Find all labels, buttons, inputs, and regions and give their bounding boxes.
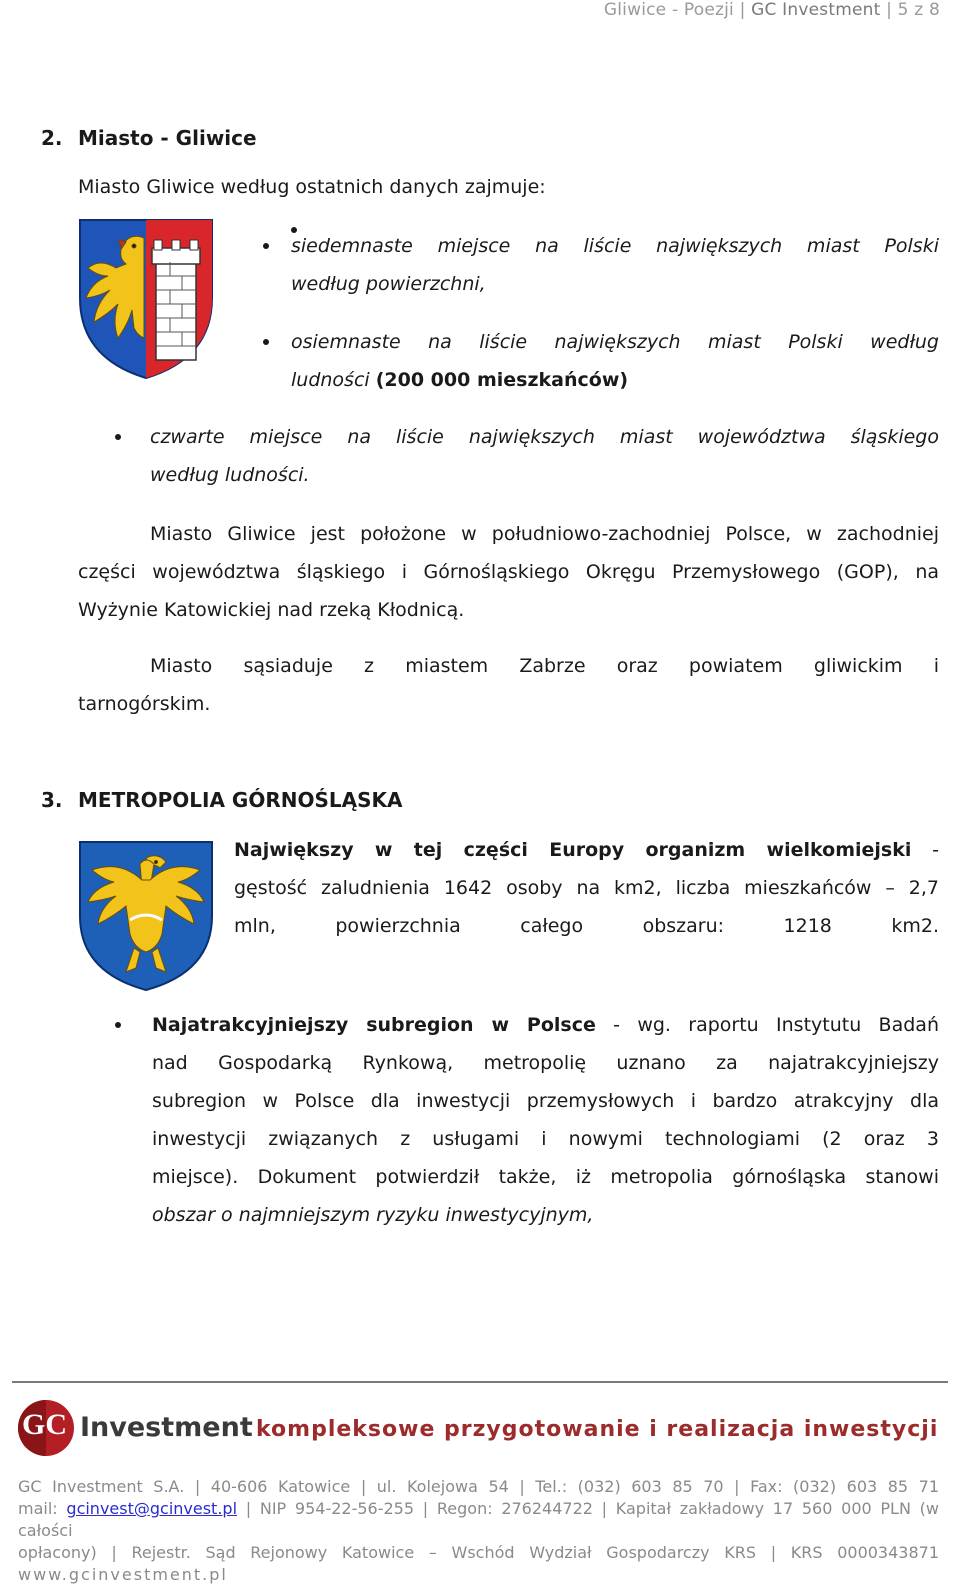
section-2-heading bbox=[41, 126, 257, 150]
header-page-number: 5 z 8 bbox=[897, 0, 940, 20]
list-item-line: siedemnaste miejsce na liście największych miast Polski bbox=[291, 235, 939, 257]
header-company: GC Investment bbox=[751, 0, 881, 20]
paragraph-line: Miasto Gliwice jest położone w południowo-zachodniej Polsce, w zachodniej bbox=[150, 523, 939, 545]
footer-email-link[interactable]: gcinvest@gcinvest.pl bbox=[66, 1499, 238, 1518]
paragraph-line: tarnogórskim. bbox=[78, 693, 211, 715]
list-item-line: - wg. raportu Instytutu Badań bbox=[613, 1014, 939, 1036]
footer-website[interactable]: www.gcinvestment.pl bbox=[18, 1565, 228, 1584]
logo-word: Investment bbox=[80, 1412, 253, 1443]
footer-mail-label: mail: bbox=[18, 1499, 58, 1518]
footer-tagline: kompleksowe przygotowanie i realizacja inwestycji bbox=[256, 1417, 939, 1442]
paragraph-line: Miasto sąsiaduje z miastem Zabrze oraz powiatem gliwickim i bbox=[150, 655, 939, 677]
section-2-number: 2. bbox=[41, 126, 63, 150]
list-item-bold: Najatrakcyjniejszy subregion w Polsce bbox=[152, 1014, 596, 1036]
list-item bbox=[291, 227, 939, 303]
list-item-line: czwarte miejsce na liście największych miast województwa śląskiego bbox=[150, 426, 939, 448]
silesia-coat-of-arms bbox=[78, 840, 214, 992]
list-item bbox=[152, 1006, 939, 1234]
section-3-paragraph bbox=[234, 831, 939, 945]
list-item-line: miejsce). Dokument potwierdził także, iż metropolia górnośląska stanowi bbox=[152, 1166, 939, 1188]
paragraph-bold: Największy w tej części Europy organizm wielkomiejski bbox=[234, 839, 912, 861]
list-item-line: według ludności. bbox=[150, 464, 310, 486]
list-item-line: według powierzchni, bbox=[291, 273, 486, 295]
paragraph bbox=[78, 647, 939, 723]
list-item-line: osiemnaste na liście największych miast Polski według bbox=[291, 331, 939, 353]
paragraph-line: mln, powierzchnia całego obszaru: 1218 km2. bbox=[234, 915, 939, 937]
paragraph bbox=[78, 515, 939, 629]
footer-divider bbox=[12, 1381, 948, 1383]
gliwice-coat-of-arms bbox=[78, 218, 214, 380]
list-item-line: subregion w Polsce dla inwestycji przemysłowych i bardzo atrakcyjny dla bbox=[152, 1090, 939, 1112]
paragraph-dash: - bbox=[932, 839, 939, 861]
list-item-line: obszar o najmniejszym ryzyku inwestycyjnym, bbox=[152, 1204, 594, 1226]
footer-logo bbox=[16, 1398, 256, 1458]
page-header: Gliwice - Poezji | GC Investment | 5 z 8 bbox=[603, 0, 940, 20]
footer-line: opłacony) | Rejestr. Sąd Rejonowy Katowice – Wschód Wydział Gospodarczy KRS | KRS 0000343871 bbox=[18, 1543, 939, 1562]
bullet-dot bbox=[115, 434, 121, 440]
logo-gc: GC bbox=[22, 1408, 67, 1441]
paragraph-line: gęstość zaludnienia 1642 osoby na km2, liczba mieszkańców – 2,7 bbox=[234, 877, 939, 899]
bullet-dot bbox=[263, 339, 269, 345]
paragraph-line: części województwa śląskiego i Górnośląskiego Okręgu Przemysłowego (GOP), na bbox=[78, 561, 939, 583]
paragraph-line: Wyżynie Katowickiej nad rzeką Kłodnicą. bbox=[78, 599, 465, 621]
section-3-number: 3. bbox=[41, 788, 63, 812]
bullet-dot bbox=[115, 1022, 121, 1028]
list-item bbox=[150, 418, 939, 494]
list-item-line: nad Gospodarką Rynkową, metropolię uznano za najatrakcyjniejszy bbox=[152, 1052, 939, 1074]
footer-line: GC Investment S.A. | 40-606 Katowice | ul. Kolejowa 54 | Tel.: (032) 603 85 70 | Fax: (032) 603 85 71 bbox=[18, 1477, 939, 1496]
footer-info bbox=[18, 1476, 939, 1586]
list-item-line: inwestycji związanych z usługami i nowymi technologiami (2 oraz 3 bbox=[152, 1128, 939, 1150]
section-2-title: Miasto - Gliwice bbox=[78, 126, 257, 150]
list-item-bold: (200 000 mieszkańców) bbox=[375, 369, 629, 391]
section-3-title: METROPOLIA GÓRNOŚLĄSKA bbox=[78, 788, 403, 812]
footer-line: | NIP 954-22-56-255 | Regon: 276244722 | Kapitał zakładowy 17 560 000 PLN (w całości bbox=[18, 1499, 939, 1540]
section-3-heading bbox=[41, 788, 403, 812]
header-left: Gliwice - Poezji bbox=[603, 0, 734, 20]
list-item bbox=[291, 323, 939, 399]
section-2-intro: Miasto Gliwice według ostatnich danych zajmuje: bbox=[78, 176, 546, 198]
bullet-dot bbox=[263, 243, 269, 249]
list-item-italic: ludności bbox=[291, 369, 370, 391]
